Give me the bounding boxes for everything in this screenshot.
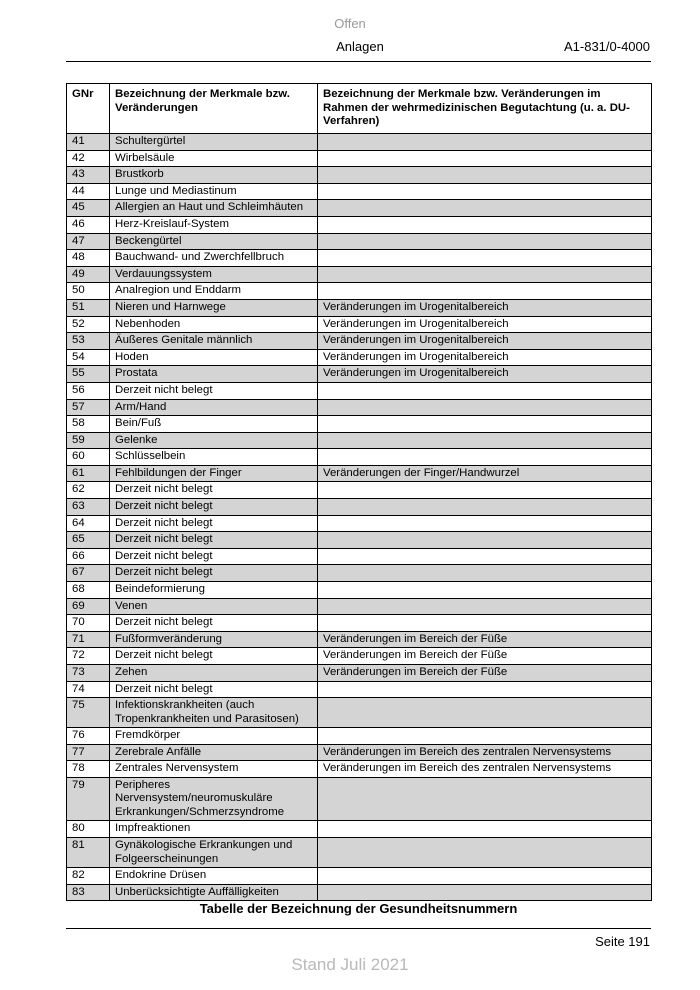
gnr-cell: 56 (67, 382, 110, 399)
begutachtung-cell: Veränderungen im Bereich der Füße (318, 665, 652, 682)
merkmal-cell: Infektionskrankheiten (auch Tropenkrankheiten und Parasitosen) (110, 698, 318, 728)
merkmal-cell: Derzeit nicht belegt (110, 532, 318, 549)
gnr-cell: 49 (67, 266, 110, 283)
merkmal-cell: Derzeit nicht belegt (110, 482, 318, 499)
merkmal-cell: Allergien an Haut und Schleimhäuten (110, 200, 318, 217)
begutachtung-cell (318, 216, 652, 233)
begutachtung-cell (318, 884, 652, 901)
gnr-cell: 65 (67, 532, 110, 549)
header-rule (66, 61, 651, 62)
table-row (67, 233, 652, 250)
gnr-cell: 71 (67, 631, 110, 648)
table-row (67, 183, 652, 200)
merkmal-cell: Derzeit nicht belegt (110, 548, 318, 565)
table-row (67, 565, 652, 582)
gnr-cell: 43 (67, 167, 110, 184)
table-row (67, 761, 652, 778)
table-row (67, 482, 652, 499)
table-row (67, 349, 652, 366)
merkmal-cell: Prostata (110, 366, 318, 383)
merkmal-cell: Derzeit nicht belegt (110, 382, 318, 399)
merkmal-cell: Lunge und Mediastinum (110, 183, 318, 200)
merkmal-cell: Derzeit nicht belegt (110, 648, 318, 665)
begutachtung-cell (318, 681, 652, 698)
merkmal-cell: Gelenke (110, 432, 318, 449)
table-row (67, 598, 652, 615)
gnr-cell: 81 (67, 838, 110, 868)
table-row (67, 665, 652, 682)
table-body (67, 134, 652, 901)
gnr-cell: 54 (67, 349, 110, 366)
begutachtung-cell (318, 777, 652, 821)
merkmal-cell: Bein/Fuß (110, 416, 318, 433)
table-row (67, 744, 652, 761)
gnr-cell: 82 (67, 868, 110, 885)
table-row (67, 366, 652, 383)
gnr-cell: 68 (67, 582, 110, 599)
merkmal-cell: Fußformveränderung (110, 631, 318, 648)
table-row (67, 465, 652, 482)
merkmal-cell: Derzeit nicht belegt (110, 615, 318, 632)
gnr-cell: 59 (67, 432, 110, 449)
merkmal-cell: Derzeit nicht belegt (110, 681, 318, 698)
begutachtung-cell: Veränderungen im Urogenitalbereich (318, 316, 652, 333)
gnr-cell: 57 (67, 399, 110, 416)
table-row (67, 615, 652, 632)
begutachtung-cell (318, 482, 652, 499)
column-header-begutachtung: Bezeichnung der Merkmale bzw. Veränderungen im Rahmen der wehrmedizinischen Begutachtung (u. a. DU-Verfahren) (318, 84, 652, 134)
table-row (67, 548, 652, 565)
gnr-cell: 62 (67, 482, 110, 499)
table-row (67, 266, 652, 283)
merkmal-cell: Schlüsselbein (110, 449, 318, 466)
table-row (67, 283, 652, 300)
merkmal-cell: Derzeit nicht belegt (110, 565, 318, 582)
merkmal-cell: Arm/Hand (110, 399, 318, 416)
gnr-cell: 63 (67, 499, 110, 516)
gnr-cell: 51 (67, 299, 110, 316)
begutachtung-cell (318, 432, 652, 449)
begutachtung-cell (318, 598, 652, 615)
table-row (67, 499, 652, 516)
merkmal-cell: Derzeit nicht belegt (110, 515, 318, 532)
table-row (67, 299, 652, 316)
table-row (67, 838, 652, 868)
merkmal-cell: Zehen (110, 665, 318, 682)
page-number: Seite 191 (595, 934, 650, 949)
begutachtung-cell: Veränderungen im Urogenitalbereich (318, 299, 652, 316)
table-row (67, 681, 652, 698)
document-id: A1-831/0-4000 (563, 39, 650, 54)
gnr-cell: 44 (67, 183, 110, 200)
gnr-cell: 70 (67, 615, 110, 632)
merkmal-cell: Analregion und Enddarm (110, 283, 318, 300)
gnr-cell: 80 (67, 821, 110, 838)
begutachtung-cell (318, 150, 652, 167)
table-row (67, 316, 652, 333)
gnr-cell: 60 (67, 449, 110, 466)
merkmal-cell: Fremdkörper (110, 728, 318, 745)
merkmal-cell: Gynäkologische Erkrankungen und Folgeerscheinungen (110, 838, 318, 868)
merkmal-cell: Zerebrale Anfälle (110, 744, 318, 761)
merkmal-cell: Venen (110, 598, 318, 615)
begutachtung-cell (318, 821, 652, 838)
merkmal-cell: Endokrine Drüsen (110, 868, 318, 885)
table-row (67, 333, 652, 350)
begutachtung-cell (318, 200, 652, 217)
merkmal-cell: Verdauungssystem (110, 266, 318, 283)
gnr-cell: 73 (67, 665, 110, 682)
begutachtung-cell (318, 283, 652, 300)
begutachtung-cell: Veränderungen im Urogenitalbereich (318, 333, 652, 350)
table-row (67, 200, 652, 217)
begutachtung-cell: Veränderungen im Urogenitalbereich (318, 366, 652, 383)
begutachtung-cell (318, 416, 652, 433)
begutachtung-cell: Veränderungen im Bereich des zentralen Nervensystems (318, 761, 652, 778)
gnr-cell: 53 (67, 333, 110, 350)
gnr-cell: 76 (67, 728, 110, 745)
gnr-cell: 64 (67, 515, 110, 532)
gnr-cell: 83 (67, 884, 110, 901)
table-row (67, 134, 652, 151)
begutachtung-cell: Veränderungen im Bereich des zentralen Nervensystems (318, 744, 652, 761)
begutachtung-cell (318, 134, 652, 151)
table-row (67, 449, 652, 466)
table-row (67, 884, 652, 901)
table-row (67, 150, 652, 167)
table-row (67, 631, 652, 648)
gnr-cell: 78 (67, 761, 110, 778)
table-row (67, 821, 652, 838)
gnr-cell: 41 (67, 134, 110, 151)
table-row (67, 382, 652, 399)
table-row (67, 399, 652, 416)
merkmal-cell: Bauchwand- und Zwerchfellbruch (110, 250, 318, 267)
table-caption: Tabelle der Bezeichnung der Gesundheitsnummern (199, 901, 518, 916)
begutachtung-cell (318, 582, 652, 599)
merkmal-cell: Impfreaktionen (110, 821, 318, 838)
begutachtung-cell (318, 515, 652, 532)
begutachtung-cell (318, 548, 652, 565)
merkmal-cell: Äußeres Genitale männlich (110, 333, 318, 350)
begutachtung-cell (318, 532, 652, 549)
column-header-merkmale: Bezeichnung der Merkmale bzw. Veränderungen (110, 84, 318, 134)
begutachtung-cell (318, 838, 652, 868)
begutachtung-cell: Veränderungen im Bereich der Füße (318, 631, 652, 648)
health-number-table (66, 83, 652, 901)
gnr-cell: 69 (67, 598, 110, 615)
begutachtung-cell (318, 499, 652, 516)
gnr-cell: 74 (67, 681, 110, 698)
table-row (67, 582, 652, 599)
gnr-cell: 75 (67, 698, 110, 728)
begutachtung-cell: Veränderungen im Urogenitalbereich (318, 349, 652, 366)
merkmal-cell: Zentrales Nervensystem (110, 761, 318, 778)
footer-rule (66, 928, 651, 929)
gnr-cell: 66 (67, 548, 110, 565)
document-status: Stand Juli 2021 (291, 955, 409, 974)
gnr-cell: 77 (67, 744, 110, 761)
column-header-gnr: GNr (67, 84, 110, 134)
table-row (67, 250, 652, 267)
begutachtung-cell (318, 266, 652, 283)
gnr-cell: 50 (67, 283, 110, 300)
merkmal-cell: Nebenhoden (110, 316, 318, 333)
gnr-cell: 55 (67, 366, 110, 383)
merkmal-cell: Nieren und Harnwege (110, 299, 318, 316)
merkmal-cell: Schultergürtel (110, 134, 318, 151)
begutachtung-cell (318, 382, 652, 399)
merkmal-cell: Unberücksichtigte Auffälligkeiten (110, 884, 318, 901)
gnr-cell: 79 (67, 777, 110, 821)
begutachtung-cell (318, 868, 652, 885)
health-number-table-container (66, 83, 651, 901)
begutachtung-cell: Veränderungen der Finger/Handwurzel (318, 465, 652, 482)
table-row (67, 167, 652, 184)
table-row (67, 648, 652, 665)
gnr-cell: 45 (67, 200, 110, 217)
section-title: Anlagen (336, 39, 384, 54)
begutachtung-cell (318, 183, 652, 200)
gnr-cell: 61 (67, 465, 110, 482)
begutachtung-cell (318, 728, 652, 745)
table-row (67, 532, 652, 549)
merkmal-cell: Brustkorb (110, 167, 318, 184)
table-row (67, 868, 652, 885)
gnr-cell: 42 (67, 150, 110, 167)
begutachtung-cell (318, 615, 652, 632)
table-row (67, 216, 652, 233)
table-header-row (67, 84, 652, 134)
begutachtung-cell (318, 399, 652, 416)
table-row (67, 515, 652, 532)
merkmal-cell: Peripheres Nervensystem/neuromuskuläre Erkrankungen/Schmerzsyndrome (110, 777, 318, 821)
merkmal-cell: Fehlbildungen der Finger (110, 465, 318, 482)
gnr-cell: 46 (67, 216, 110, 233)
begutachtung-cell (318, 565, 652, 582)
begutachtung-cell: Veränderungen im Bereich der Füße (318, 648, 652, 665)
gnr-cell: 58 (67, 416, 110, 433)
merkmal-cell: Beckengürtel (110, 233, 318, 250)
table-row (67, 432, 652, 449)
classification-label: Offen (334, 16, 366, 31)
merkmal-cell: Wirbelsäule (110, 150, 318, 167)
merkmal-cell: Herz-Kreislauf-System (110, 216, 318, 233)
table-row (67, 728, 652, 745)
gnr-cell: 67 (67, 565, 110, 582)
gnr-cell: 48 (67, 250, 110, 267)
gnr-cell: 47 (67, 233, 110, 250)
table-row (67, 777, 652, 821)
merkmal-cell: Beindeformierung (110, 582, 318, 599)
table-row (67, 416, 652, 433)
begutachtung-cell (318, 167, 652, 184)
gnr-cell: 52 (67, 316, 110, 333)
merkmal-cell: Derzeit nicht belegt (110, 499, 318, 516)
begutachtung-cell (318, 233, 652, 250)
begutachtung-cell (318, 449, 652, 466)
gnr-cell: 72 (67, 648, 110, 665)
begutachtung-cell (318, 698, 652, 728)
table-row (67, 698, 652, 728)
begutachtung-cell (318, 250, 652, 267)
merkmal-cell: Hoden (110, 349, 318, 366)
